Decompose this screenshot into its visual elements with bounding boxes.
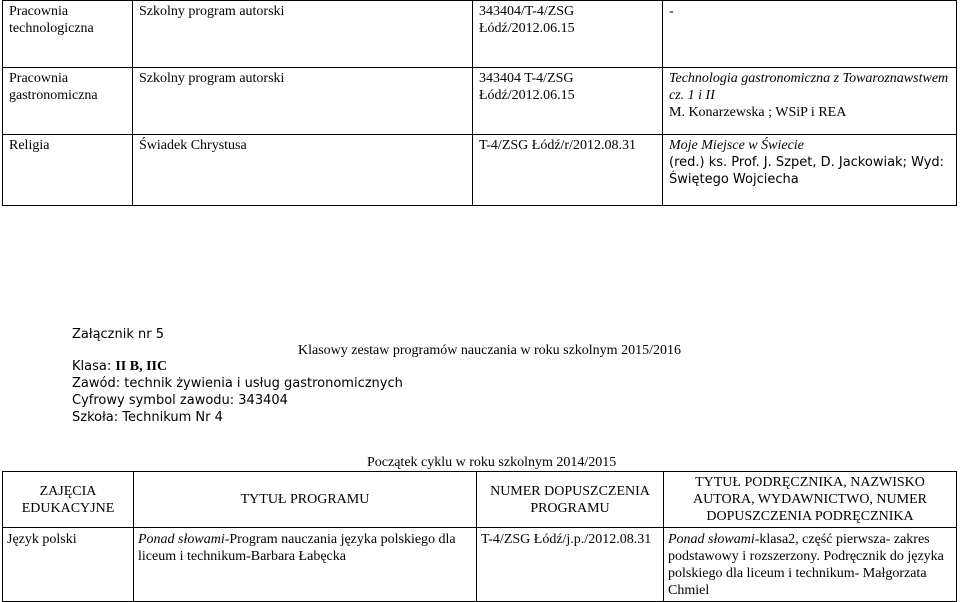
subject-cell: Religia: [3, 135, 133, 206]
programs-table-bottom: [2, 471, 957, 602]
textbook-title: -: [669, 4, 674, 19]
table-row: [3, 68, 957, 135]
textbook-info: (red.) ks. Prof. J. Szpet, D. Jackowiak; Wyd: Świętego Wojciecha: [669, 155, 945, 187]
textbook-cell: [663, 1, 957, 68]
program-cell: [134, 528, 477, 602]
subject-cell: Język polski: [3, 528, 134, 602]
cycle-start-label: Początek cyklu w roku szkolnym 2014/2015: [367, 455, 617, 470]
table-row: [3, 135, 957, 206]
subject-cell: Pracownia technologiczna: [3, 1, 133, 68]
programs-table-top: [2, 0, 957, 206]
program-cell: Szkolny program autorski: [133, 68, 473, 135]
profession-line: Zawód: technik żywienia i usług gastronomicznych: [72, 376, 403, 391]
textbook-cell: [663, 135, 957, 206]
header-row: [3, 472, 957, 528]
program-title-italic: Ponad słowami: [138, 532, 225, 547]
textbook-cell: [663, 68, 957, 135]
subject-cell: Pracownia gastronomiczna: [3, 68, 133, 135]
program-cell: Świadek Chrystusa: [133, 135, 473, 206]
textbook-title-italic: Ponad słowami: [668, 532, 755, 547]
symbol-line: Cyfrowy symbol zawodu: 343404: [72, 393, 288, 408]
class-label: Klasa:: [72, 359, 116, 374]
textbook-title-rest: -klasa2, część pierwsza- zakres podstawowy i rozszerzony. Podręcznik do języka polskiego dla liceum i technikum- Małgorzata Chmiel: [668, 532, 944, 598]
program-title-rest: -Program nauczania języka polskiego dla liceum i technikum-Barbara Łabęcka: [138, 532, 456, 564]
textbook-title: Technologia gastronomiczna z Towaroznawstwem cz. 1 i II: [669, 71, 949, 103]
textbook-cell: [664, 528, 957, 602]
textbook-title: Moje Miejsce w Świecie: [669, 138, 804, 153]
header-program-number: NUMER DOPUSZCZENIA PROGRAMU: [477, 472, 664, 528]
header-subject: ZAJĘCIA EDUKACYJNE: [3, 472, 134, 528]
page-title: Klasowy zestaw programów nauczania w roku szkolnym 2015/2016: [298, 343, 681, 358]
table-row: [3, 1, 957, 68]
textbook-info: M. Konarzewska ; WSiP i REA: [669, 105, 847, 120]
number-cell: T-4/ZSG Łódź/r/2012.08.31: [473, 135, 663, 206]
number-cell: T-4/ZSG Łódź/j.p./2012.08.31: [477, 528, 664, 602]
class-line: [72, 358, 167, 375]
class-value: II B, IIC: [115, 359, 168, 374]
program-cell: Szkolny program autorski: [133, 1, 473, 68]
attachment-label: Załącznik nr 5: [72, 327, 165, 342]
table-row: [3, 528, 957, 602]
header-program-title: TYTUŁ PROGRAMU: [134, 472, 477, 528]
school-line: Szkoła: Technikum Nr 4: [72, 410, 223, 425]
number-cell: 343404/T-4/ZSG Łódź/2012.06.15: [473, 1, 663, 68]
number-cell: 343404 T-4/ZSG Łódź/2012.06.15: [473, 68, 663, 135]
header-textbook: TYTUŁ PODRĘCZNIKA, NAZWISKO AUTORA, WYDAWNICTWO, NUMER DOPUSZCZENIA PODRĘCZNIKA: [664, 472, 957, 528]
